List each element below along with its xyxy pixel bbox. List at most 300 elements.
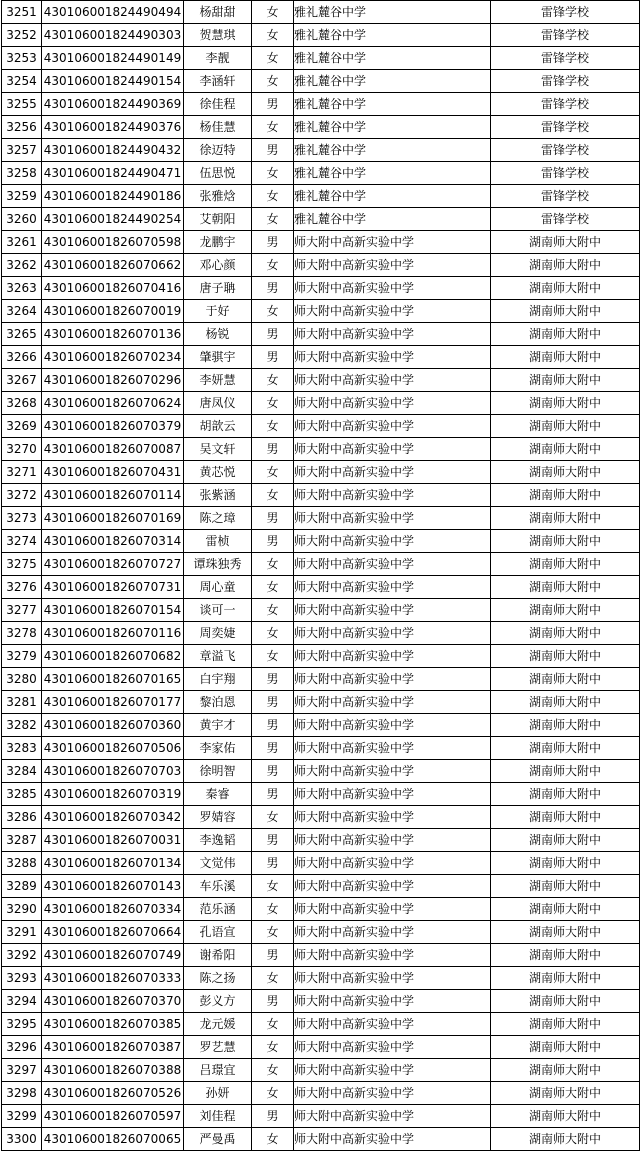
table-row [2, 737, 640, 760]
row-number: 3292 [2, 944, 42, 967]
junior-school: 师大附中高新实验中学 [294, 852, 491, 875]
junior-school: 雅礼麓谷中学 [294, 185, 491, 208]
table-row [2, 691, 640, 714]
junior-school: 师大附中高新实验中学 [294, 1105, 491, 1128]
row-number: 3294 [2, 990, 42, 1013]
student-id: 430106001826070342 [42, 806, 184, 829]
student-gender: 女 [252, 875, 294, 898]
junior-school: 师大附中高新实验中学 [294, 668, 491, 691]
student-name: 艾朝阳 [184, 208, 252, 231]
student-id: 430106001826070431 [42, 461, 184, 484]
student-id: 430106001826070664 [42, 921, 184, 944]
table-row [2, 139, 640, 162]
student-id: 430106001826070136 [42, 323, 184, 346]
admitted-school: 湖南师大附中 [491, 392, 640, 415]
junior-school: 雅礼麓谷中学 [294, 139, 491, 162]
admitted-school: 湖南师大附中 [491, 300, 640, 323]
admitted-school: 湖南师大附中 [491, 622, 640, 645]
student-name: 范乐涵 [184, 898, 252, 921]
junior-school: 师大附中高新实验中学 [294, 438, 491, 461]
student-name: 杨佳慧 [184, 116, 252, 139]
row-number: 3262 [2, 254, 42, 277]
junior-school: 师大附中高新实验中学 [294, 231, 491, 254]
table-row [2, 415, 640, 438]
student-name: 周心童 [184, 576, 252, 599]
table-row [2, 576, 640, 599]
student-name: 车乐溪 [184, 875, 252, 898]
student-name: 陈之扬 [184, 967, 252, 990]
student-gender: 女 [252, 1128, 294, 1151]
table-row [2, 783, 640, 806]
student-name: 谢希阳 [184, 944, 252, 967]
student-name: 周奕婕 [184, 622, 252, 645]
admitted-school: 湖南师大附中 [491, 231, 640, 254]
row-number: 3284 [2, 760, 42, 783]
table-row [2, 369, 640, 392]
student-gender: 女 [252, 1082, 294, 1105]
student-name: 白宇翔 [184, 668, 252, 691]
table-row [2, 208, 640, 231]
student-gender: 女 [252, 47, 294, 70]
table-row [2, 944, 640, 967]
admitted-school: 雷锋学校 [491, 70, 640, 93]
student-gender: 女 [252, 898, 294, 921]
junior-school: 师大附中高新实验中学 [294, 1128, 491, 1151]
student-name: 秦睿 [184, 783, 252, 806]
row-number: 3290 [2, 898, 42, 921]
admitted-school: 湖南师大附中 [491, 829, 640, 852]
junior-school: 师大附中高新实验中学 [294, 369, 491, 392]
student-id: 430106001826070334 [42, 898, 184, 921]
student-name: 李靓 [184, 47, 252, 70]
junior-school: 师大附中高新实验中学 [294, 392, 491, 415]
row-number: 3282 [2, 714, 42, 737]
table-row [2, 438, 640, 461]
student-name: 吴文轩 [184, 438, 252, 461]
junior-school: 师大附中高新实验中学 [294, 507, 491, 530]
student-id: 430106001826070506 [42, 737, 184, 760]
row-number: 3280 [2, 668, 42, 691]
student-gender: 男 [252, 438, 294, 461]
table-row [2, 254, 640, 277]
admitted-school: 湖南师大附中 [491, 714, 640, 737]
student-gender: 女 [252, 622, 294, 645]
row-number: 3278 [2, 622, 42, 645]
junior-school: 师大附中高新实验中学 [294, 346, 491, 369]
student-name: 黄宇才 [184, 714, 252, 737]
student-id: 430106001826070177 [42, 691, 184, 714]
student-gender: 男 [252, 944, 294, 967]
table-row [2, 1, 640, 24]
admitted-school: 湖南师大附中 [491, 254, 640, 277]
table-row [2, 93, 640, 116]
admitted-school: 湖南师大附中 [491, 277, 640, 300]
student-name: 孙妍 [184, 1082, 252, 1105]
student-name: 严曼禹 [184, 1128, 252, 1151]
student-name: 章溢飞 [184, 645, 252, 668]
admitted-school: 湖南师大附中 [491, 737, 640, 760]
admitted-school: 湖南师大附中 [491, 944, 640, 967]
student-id: 430106001826070019 [42, 300, 184, 323]
student-gender: 男 [252, 990, 294, 1013]
student-gender: 女 [252, 185, 294, 208]
table-row [2, 1059, 640, 1082]
student-gender: 男 [252, 714, 294, 737]
admitted-school: 雷锋学校 [491, 93, 640, 116]
admitted-school: 雷锋学校 [491, 139, 640, 162]
admitted-school: 湖南师大附中 [491, 530, 640, 553]
table-row [2, 530, 640, 553]
student-id: 430106001826070597 [42, 1105, 184, 1128]
student-id: 430106001824490471 [42, 162, 184, 185]
student-id: 430106001826070114 [42, 484, 184, 507]
student-gender: 男 [252, 346, 294, 369]
student-id: 430106001826070143 [42, 875, 184, 898]
student-name: 陈之璋 [184, 507, 252, 530]
student-name: 李妍慧 [184, 369, 252, 392]
student-name: 唐子聃 [184, 277, 252, 300]
student-name: 张雅焓 [184, 185, 252, 208]
student-id: 430106001826070526 [42, 1082, 184, 1105]
table-row [2, 507, 640, 530]
row-number: 3271 [2, 461, 42, 484]
student-gender: 男 [252, 783, 294, 806]
student-gender: 女 [252, 208, 294, 231]
admitted-school: 湖南师大附中 [491, 1036, 640, 1059]
student-id: 430106001826070169 [42, 507, 184, 530]
admitted-school: 雷锋学校 [491, 185, 640, 208]
junior-school: 师大附中高新实验中学 [294, 1036, 491, 1059]
admitted-school: 湖南师大附中 [491, 1105, 640, 1128]
table-row [2, 24, 640, 47]
roster-body [2, 1, 640, 1151]
student-name: 贺慧琪 [184, 24, 252, 47]
student-gender: 男 [252, 829, 294, 852]
junior-school: 师大附中高新实验中学 [294, 691, 491, 714]
student-id: 430106001824490254 [42, 208, 184, 231]
student-id: 430106001826070416 [42, 277, 184, 300]
junior-school: 师大附中高新实验中学 [294, 484, 491, 507]
student-gender: 女 [252, 645, 294, 668]
admitted-school: 雷锋学校 [491, 1, 640, 24]
student-id: 430106001826070379 [42, 415, 184, 438]
table-row [2, 1013, 640, 1036]
student-name: 杨锐 [184, 323, 252, 346]
table-row [2, 1128, 640, 1151]
row-number: 3255 [2, 93, 42, 116]
junior-school: 师大附中高新实验中学 [294, 783, 491, 806]
junior-school: 师大附中高新实验中学 [294, 806, 491, 829]
junior-school: 师大附中高新实验中学 [294, 530, 491, 553]
table-row [2, 668, 640, 691]
row-number: 3267 [2, 369, 42, 392]
student-gender: 女 [252, 967, 294, 990]
student-gender: 女 [252, 415, 294, 438]
admitted-school: 湖南师大附中 [491, 1013, 640, 1036]
student-id: 430106001826070370 [42, 990, 184, 1013]
student-name: 黎泊恩 [184, 691, 252, 714]
row-number: 3287 [2, 829, 42, 852]
row-number: 3261 [2, 231, 42, 254]
row-number: 3288 [2, 852, 42, 875]
admitted-school: 湖南师大附中 [491, 1082, 640, 1105]
row-number: 3268 [2, 392, 42, 415]
table-row [2, 1082, 640, 1105]
student-name: 彭义方 [184, 990, 252, 1013]
student-gender: 女 [252, 70, 294, 93]
admitted-school: 雷锋学校 [491, 162, 640, 185]
student-id: 430106001824490432 [42, 139, 184, 162]
admitted-school: 湖南师大附中 [491, 461, 640, 484]
row-number: 3264 [2, 300, 42, 323]
student-name: 罗艺慧 [184, 1036, 252, 1059]
student-gender: 女 [252, 921, 294, 944]
junior-school: 师大附中高新实验中学 [294, 990, 491, 1013]
row-number: 3258 [2, 162, 42, 185]
student-id: 430106001826070703 [42, 760, 184, 783]
junior-school: 师大附中高新实验中学 [294, 829, 491, 852]
table-row [2, 70, 640, 93]
admitted-school: 湖南师大附中 [491, 369, 640, 392]
row-number: 3296 [2, 1036, 42, 1059]
table-row [2, 1036, 640, 1059]
admitted-school: 湖南师大附中 [491, 898, 640, 921]
table-row [2, 300, 640, 323]
student-id: 430106001826070731 [42, 576, 184, 599]
row-number: 3256 [2, 116, 42, 139]
row-number: 3277 [2, 599, 42, 622]
row-number: 3285 [2, 783, 42, 806]
admitted-school: 湖南师大附中 [491, 691, 640, 714]
table-row [2, 231, 640, 254]
student-gender: 男 [252, 737, 294, 760]
student-gender: 男 [252, 231, 294, 254]
table-row [2, 323, 640, 346]
student-name: 谈可一 [184, 599, 252, 622]
junior-school: 雅礼麓谷中学 [294, 24, 491, 47]
admitted-school: 湖南师大附中 [491, 1059, 640, 1082]
admitted-school: 湖南师大附中 [491, 553, 640, 576]
junior-school: 师大附中高新实验中学 [294, 300, 491, 323]
student-id: 430106001824490494 [42, 1, 184, 24]
table-row [2, 346, 640, 369]
junior-school: 师大附中高新实验中学 [294, 277, 491, 300]
junior-school: 雅礼麓谷中学 [294, 47, 491, 70]
admitted-school: 湖南师大附中 [491, 438, 640, 461]
student-id: 430106001826070388 [42, 1059, 184, 1082]
row-number: 3252 [2, 24, 42, 47]
junior-school: 雅礼麓谷中学 [294, 70, 491, 93]
admitted-school: 湖南师大附中 [491, 507, 640, 530]
student-gender: 男 [252, 507, 294, 530]
admitted-school: 雷锋学校 [491, 208, 640, 231]
student-gender: 男 [252, 530, 294, 553]
table-row [2, 461, 640, 484]
student-name: 黄芯悦 [184, 461, 252, 484]
student-gender: 女 [252, 461, 294, 484]
student-gender: 男 [252, 668, 294, 691]
admitted-school: 湖南师大附中 [491, 645, 640, 668]
student-name: 孔语宣 [184, 921, 252, 944]
junior-school: 师大附中高新实验中学 [294, 875, 491, 898]
student-name: 吕璟宜 [184, 1059, 252, 1082]
student-id: 430106001824490369 [42, 93, 184, 116]
junior-school: 师大附中高新实验中学 [294, 254, 491, 277]
admitted-school: 雷锋学校 [491, 24, 640, 47]
row-number: 3259 [2, 185, 42, 208]
row-number: 3276 [2, 576, 42, 599]
row-number: 3286 [2, 806, 42, 829]
junior-school: 师大附中高新实验中学 [294, 622, 491, 645]
admitted-school: 湖南师大附中 [491, 875, 640, 898]
row-number: 3300 [2, 1128, 42, 1151]
student-gender: 女 [252, 369, 294, 392]
admitted-school: 湖南师大附中 [491, 967, 640, 990]
student-name: 谭珠独秀 [184, 553, 252, 576]
student-name: 龙元媛 [184, 1013, 252, 1036]
student-gender: 女 [252, 599, 294, 622]
student-name: 张紫涵 [184, 484, 252, 507]
student-id: 430106001826070682 [42, 645, 184, 668]
row-number: 3298 [2, 1082, 42, 1105]
admitted-school: 雷锋学校 [491, 47, 640, 70]
row-number: 3273 [2, 507, 42, 530]
table-row [2, 875, 640, 898]
row-number: 3279 [2, 645, 42, 668]
junior-school: 师大附中高新实验中学 [294, 599, 491, 622]
table-row [2, 185, 640, 208]
admitted-school: 雷锋学校 [491, 116, 640, 139]
student-id: 430106001826070134 [42, 852, 184, 875]
table-row [2, 599, 640, 622]
junior-school: 雅礼麓谷中学 [294, 1, 491, 24]
student-gender: 女 [252, 1, 294, 24]
table-row [2, 898, 640, 921]
row-number: 3257 [2, 139, 42, 162]
student-gender: 男 [252, 323, 294, 346]
junior-school: 师大附中高新实验中学 [294, 921, 491, 944]
admitted-school: 湖南师大附中 [491, 783, 640, 806]
junior-school: 师大附中高新实验中学 [294, 576, 491, 599]
row-number: 3295 [2, 1013, 42, 1036]
student-name: 邓心颜 [184, 254, 252, 277]
student-gender: 男 [252, 139, 294, 162]
junior-school: 师大附中高新实验中学 [294, 944, 491, 967]
student-gender: 男 [252, 1105, 294, 1128]
table-row [2, 277, 640, 300]
student-id: 430106001826070234 [42, 346, 184, 369]
admitted-school: 湖南师大附中 [491, 852, 640, 875]
student-id: 430106001826070065 [42, 1128, 184, 1151]
row-number: 3260 [2, 208, 42, 231]
row-number: 3297 [2, 1059, 42, 1082]
student-gender: 男 [252, 760, 294, 783]
student-name: 文觉伟 [184, 852, 252, 875]
table-row [2, 829, 640, 852]
student-gender: 女 [252, 576, 294, 599]
student-id: 430106001826070154 [42, 599, 184, 622]
row-number: 3269 [2, 415, 42, 438]
student-gender: 男 [252, 277, 294, 300]
student-id: 430106001824490149 [42, 47, 184, 70]
student-id: 430106001826070165 [42, 668, 184, 691]
junior-school: 师大附中高新实验中学 [294, 1059, 491, 1082]
row-number: 3283 [2, 737, 42, 760]
student-gender: 女 [252, 116, 294, 139]
student-id: 430106001826070385 [42, 1013, 184, 1036]
student-name: 唐凤仪 [184, 392, 252, 415]
table-row [2, 990, 640, 1013]
row-number: 3274 [2, 530, 42, 553]
admitted-school: 湖南师大附中 [491, 760, 640, 783]
student-name: 李涵轩 [184, 70, 252, 93]
row-number: 3263 [2, 277, 42, 300]
student-id: 430106001826070031 [42, 829, 184, 852]
student-name: 徐佳程 [184, 93, 252, 116]
table-row [2, 921, 640, 944]
junior-school: 师大附中高新实验中学 [294, 967, 491, 990]
row-number: 3281 [2, 691, 42, 714]
student-id: 430106001824490154 [42, 70, 184, 93]
junior-school: 师大附中高新实验中学 [294, 898, 491, 921]
table-row [2, 392, 640, 415]
student-id: 430106001824490376 [42, 116, 184, 139]
junior-school: 师大附中高新实验中学 [294, 737, 491, 760]
student-id: 430106001826070360 [42, 714, 184, 737]
student-id: 430106001826070387 [42, 1036, 184, 1059]
table-row [2, 760, 640, 783]
row-number: 3275 [2, 553, 42, 576]
student-id: 430106001826070087 [42, 438, 184, 461]
student-id: 430106001826070624 [42, 392, 184, 415]
student-id: 430106001826070727 [42, 553, 184, 576]
student-id: 430106001826070662 [42, 254, 184, 277]
student-name: 徐迈特 [184, 139, 252, 162]
student-gender: 女 [252, 392, 294, 415]
table-row [2, 1105, 640, 1128]
student-gender: 女 [252, 1059, 294, 1082]
student-gender: 女 [252, 24, 294, 47]
row-number: 3265 [2, 323, 42, 346]
table-row [2, 553, 640, 576]
row-number: 3253 [2, 47, 42, 70]
student-name: 杨甜甜 [184, 1, 252, 24]
table-row [2, 967, 640, 990]
student-name: 刘佳程 [184, 1105, 252, 1128]
student-id: 430106001826070319 [42, 783, 184, 806]
student-gender: 男 [252, 852, 294, 875]
table-row [2, 162, 640, 185]
admitted-school: 湖南师大附中 [491, 346, 640, 369]
junior-school: 师大附中高新实验中学 [294, 1082, 491, 1105]
row-number: 3293 [2, 967, 42, 990]
table-row [2, 852, 640, 875]
student-name: 李逸韬 [184, 829, 252, 852]
student-gender: 女 [252, 484, 294, 507]
student-name: 罗婧容 [184, 806, 252, 829]
junior-school: 师大附中高新实验中学 [294, 714, 491, 737]
junior-school: 师大附中高新实验中学 [294, 760, 491, 783]
table-row [2, 622, 640, 645]
student-gender: 女 [252, 300, 294, 323]
student-id: 430106001824490303 [42, 24, 184, 47]
admitted-school: 湖南师大附中 [491, 576, 640, 599]
student-gender: 男 [252, 691, 294, 714]
student-id: 430106001826070314 [42, 530, 184, 553]
student-gender: 女 [252, 1013, 294, 1036]
admitted-school: 湖南师大附中 [491, 921, 640, 944]
admitted-school: 湖南师大附中 [491, 990, 640, 1013]
